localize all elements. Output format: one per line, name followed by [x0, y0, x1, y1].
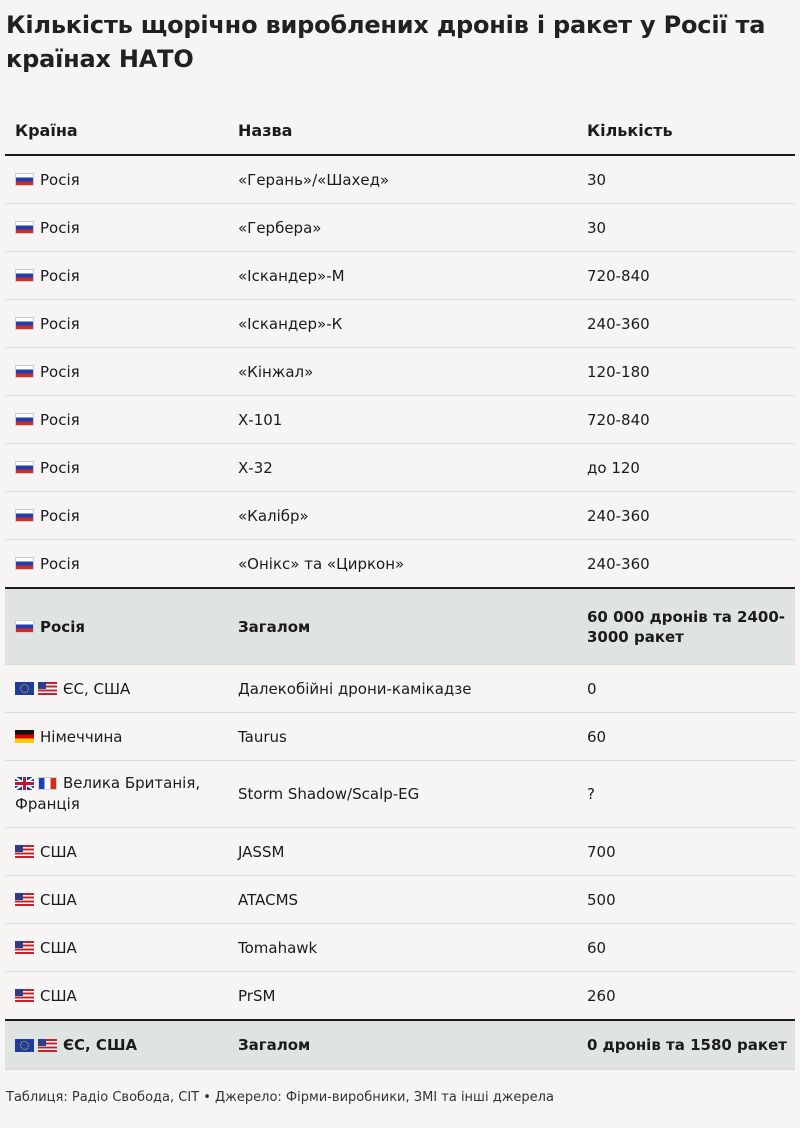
table-row — [5, 204, 795, 252]
country-wrapper — [15, 458, 228, 478]
country-name: Велика Британія, Франція — [15, 774, 201, 813]
country-cell — [5, 396, 228, 444]
country-cell — [5, 761, 228, 828]
russia-flag-icon — [15, 557, 34, 570]
table-header-row — [5, 106, 795, 155]
russia-flag-icon — [15, 365, 34, 378]
weapon-name-cell: PrSM — [228, 972, 577, 1021]
flags-group — [15, 365, 34, 378]
weapon-name-cell: JASSM — [228, 828, 577, 876]
flags-group — [15, 941, 34, 954]
country-wrapper — [15, 773, 228, 815]
weapon-name-cell: «Онікс» та «Циркон» — [228, 540, 577, 589]
country-cell — [5, 204, 228, 252]
quantity-cell: 0 — [577, 665, 795, 713]
table-row — [5, 924, 795, 972]
weapon-name-cell: ATACMS — [228, 876, 577, 924]
weapons-table — [5, 106, 795, 1070]
country-wrapper — [15, 617, 228, 637]
flags-group — [15, 413, 34, 426]
quantity-cell: 500 — [577, 876, 795, 924]
table-row — [5, 828, 795, 876]
eu-flag-icon — [15, 682, 34, 695]
country-name: США — [40, 986, 77, 1005]
country-name: Росія — [40, 617, 85, 636]
country-name: Росія — [40, 218, 80, 237]
flags-group — [15, 557, 34, 570]
flags-group — [15, 317, 34, 330]
flags-group — [15, 620, 34, 633]
country-name: Росія — [40, 506, 80, 525]
country-cell — [5, 300, 228, 348]
germany-flag-icon — [15, 730, 34, 743]
russia-flag-icon — [15, 509, 34, 522]
quantity-cell: 240-360 — [577, 492, 795, 540]
table-row — [5, 444, 795, 492]
france-flag-icon — [38, 777, 57, 790]
country-cell — [5, 444, 228, 492]
table-row — [5, 155, 795, 204]
russia-flag-icon — [15, 173, 34, 186]
country-wrapper — [15, 986, 228, 1006]
quantity-cell: 30 — [577, 204, 795, 252]
weapon-name-cell: Далекобійні дрони-камікадзе — [228, 665, 577, 713]
weapon-name-cell: Storm Shadow/Scalp-EG — [228, 761, 577, 828]
country-cell — [5, 348, 228, 396]
quantity-cell: 30 — [577, 155, 795, 204]
weapon-name-cell: «Гербера» — [228, 204, 577, 252]
country-wrapper — [15, 362, 228, 382]
weapon-name-cell: «Герань»/«Шахед» — [228, 155, 577, 204]
table-row — [5, 300, 795, 348]
table-row-total — [5, 1020, 795, 1070]
weapon-name-cell: «Іскандер»-К — [228, 300, 577, 348]
weapon-name-cell: Загалом — [228, 1020, 577, 1070]
country-name: Росія — [40, 410, 80, 429]
country-name: Німеччина — [40, 727, 123, 746]
weapon-name-cell: Х-32 — [228, 444, 577, 492]
country-wrapper — [15, 314, 228, 334]
uk-flag-icon — [15, 777, 34, 790]
country-name: Росія — [40, 266, 80, 285]
flags-group — [15, 730, 34, 743]
flags-group — [15, 682, 57, 695]
usa-flag-icon — [38, 1039, 57, 1052]
flags-group — [15, 221, 34, 234]
column-header-country: Країна — [5, 106, 228, 155]
country-wrapper — [15, 938, 228, 958]
column-header-quantity: Кількість — [577, 106, 795, 155]
country-wrapper — [15, 410, 228, 430]
country-name: США — [40, 842, 77, 861]
usa-flag-icon — [15, 845, 34, 858]
quantity-cell: 120-180 — [577, 348, 795, 396]
country-cell — [5, 588, 228, 665]
russia-flag-icon — [15, 620, 34, 633]
russia-flag-icon — [15, 269, 34, 282]
table-row — [5, 665, 795, 713]
flags-group — [15, 461, 34, 474]
country-wrapper — [15, 727, 228, 747]
quantity-cell: 240-360 — [577, 300, 795, 348]
weapon-name-cell: «Кінжал» — [228, 348, 577, 396]
country-name: Росія — [40, 554, 80, 573]
flags-group — [15, 173, 34, 186]
country-wrapper — [15, 890, 228, 910]
quantity-cell: ? — [577, 761, 795, 828]
country-wrapper — [15, 842, 228, 862]
flags-group — [15, 269, 34, 282]
russia-flag-icon — [15, 461, 34, 474]
country-cell — [5, 713, 228, 761]
quantity-cell: 60 — [577, 713, 795, 761]
quantity-cell: 240-360 — [577, 540, 795, 589]
country-name: Росія — [40, 314, 80, 333]
weapon-name-cell: «Іскандер»-М — [228, 252, 577, 300]
table-row-total — [5, 588, 795, 665]
table-row — [5, 396, 795, 444]
weapon-name-cell: «Калібр» — [228, 492, 577, 540]
russia-flag-icon — [15, 317, 34, 330]
country-name: Росія — [40, 458, 80, 477]
country-wrapper — [15, 1035, 228, 1055]
eu-flag-icon — [15, 1039, 34, 1052]
country-cell — [5, 665, 228, 713]
column-header-name: Назва — [228, 106, 577, 155]
usa-flag-icon — [15, 941, 34, 954]
flags-group — [15, 1039, 57, 1052]
country-name: ЄС, США — [63, 679, 131, 698]
quantity-cell: до 120 — [577, 444, 795, 492]
country-name: США — [40, 938, 77, 957]
table-row — [5, 972, 795, 1021]
country-name: ЄС, США — [63, 1036, 138, 1054]
country-wrapper — [15, 554, 228, 574]
quantity-cell: 720-840 — [577, 396, 795, 444]
country-wrapper — [15, 679, 228, 699]
country-cell — [5, 972, 228, 1021]
source-footer: Таблиця: Радіо Свобода, CIT • Джерело: Фірми-виробники, ЗМІ та інші джерела — [6, 1090, 554, 1105]
weapon-name-cell: Загалом — [228, 588, 577, 665]
country-cell — [5, 828, 228, 876]
country-wrapper — [15, 506, 228, 526]
quantity-cell: 0 дронів та 1580 ракет — [577, 1020, 795, 1070]
country-cell — [5, 924, 228, 972]
country-wrapper — [15, 218, 228, 238]
flags-group — [15, 989, 34, 1002]
russia-flag-icon — [15, 221, 34, 234]
flags-group — [15, 509, 34, 522]
country-name: США — [40, 890, 77, 909]
page-title: Кількість щорічно вироблених дронів і ракет у Росії та країнах НАТО — [6, 11, 766, 73]
usa-flag-icon — [38, 682, 57, 695]
quantity-cell: 60 — [577, 924, 795, 972]
flags-group — [15, 845, 34, 858]
country-cell — [5, 1020, 228, 1070]
weapon-name-cell: Taurus — [228, 713, 577, 761]
flags-group — [15, 777, 57, 790]
usa-flag-icon — [15, 989, 34, 1002]
quantity-cell: 720-840 — [577, 252, 795, 300]
weapon-name-cell: Х-101 — [228, 396, 577, 444]
quantity-cell: 700 — [577, 828, 795, 876]
country-name: Росія — [40, 170, 80, 189]
country-cell — [5, 540, 228, 589]
country-wrapper — [15, 266, 228, 286]
table-row — [5, 252, 795, 300]
usa-flag-icon — [15, 893, 34, 906]
table-row — [5, 876, 795, 924]
country-cell — [5, 252, 228, 300]
country-cell — [5, 155, 228, 204]
country-cell — [5, 492, 228, 540]
table-row — [5, 540, 795, 589]
country-wrapper — [15, 170, 228, 190]
country-name: Росія — [40, 362, 80, 381]
table-row — [5, 348, 795, 396]
table-row — [5, 713, 795, 761]
quantity-cell: 60 000 дронів та 2400-3000 ракет — [577, 588, 795, 665]
flags-group — [15, 893, 34, 906]
country-cell — [5, 876, 228, 924]
weapon-name-cell: Tomahawk — [228, 924, 577, 972]
quantity-cell: 260 — [577, 972, 795, 1021]
russia-flag-icon — [15, 413, 34, 426]
table-row — [5, 492, 795, 540]
table-row — [5, 761, 795, 828]
